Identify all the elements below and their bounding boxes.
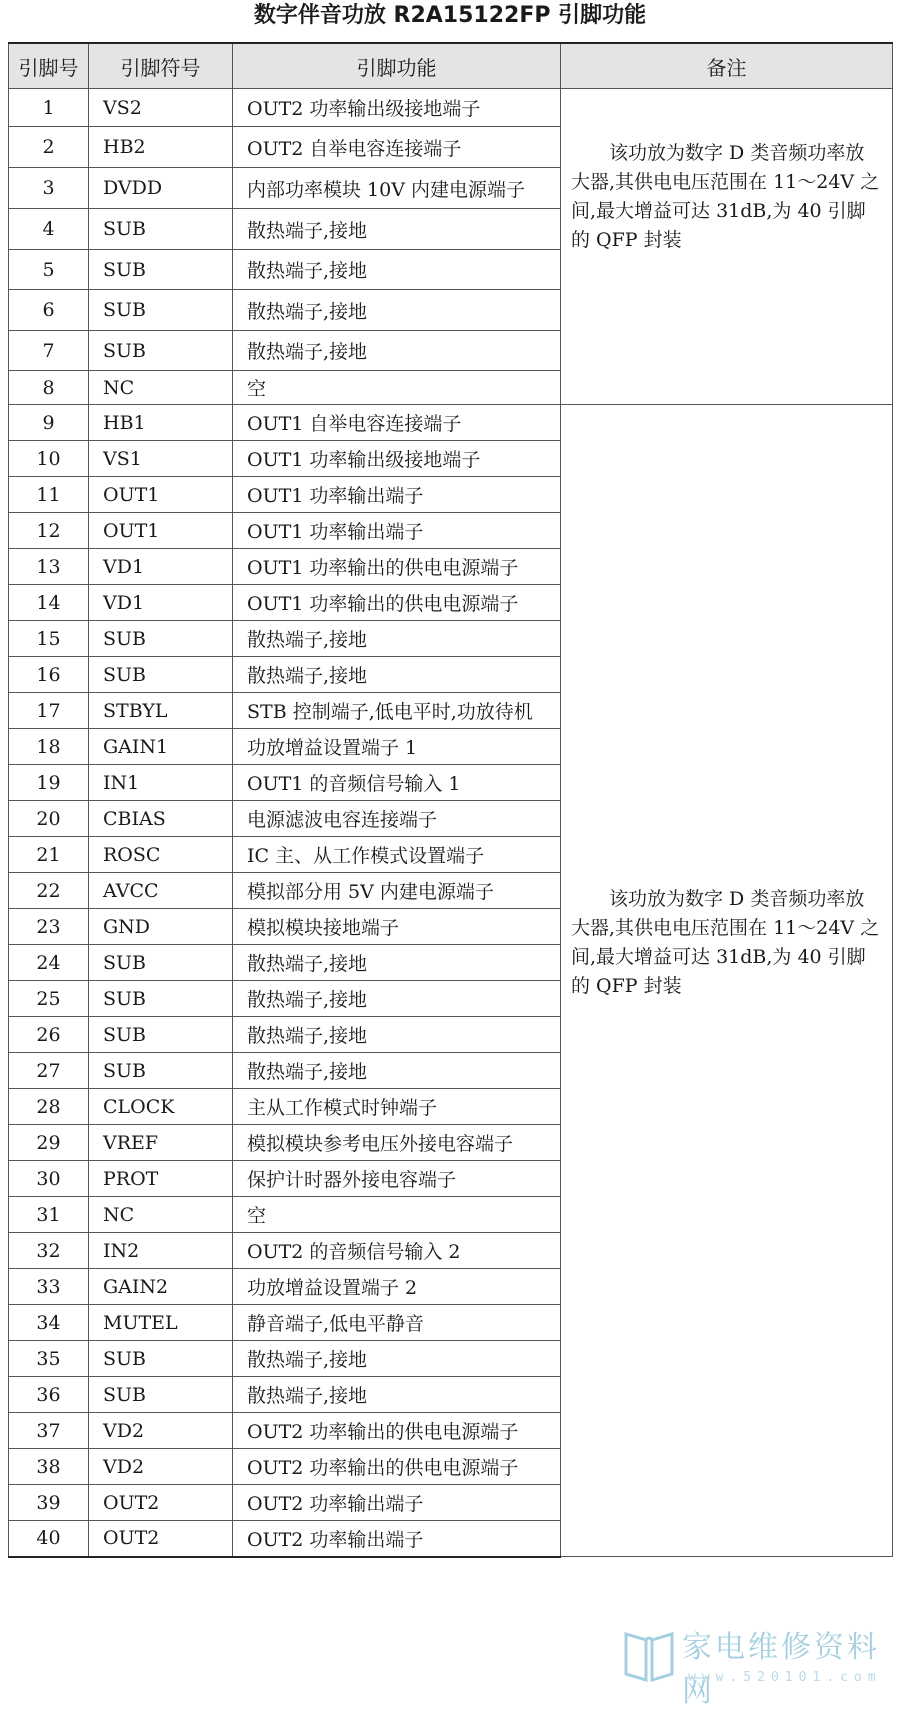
pin-number-cell: 28 — [9, 1089, 89, 1125]
pin-symbol-cell: ROSC — [89, 837, 233, 873]
book-logo-icon — [622, 1624, 676, 1684]
pin-symbol-cell: IN1 — [89, 765, 233, 801]
pin-function-cell: 电源滤波电容连接端子 — [233, 801, 561, 837]
pin-number-cell: 8 — [9, 371, 89, 405]
pin-number-cell: 4 — [9, 209, 89, 250]
pin-function-cell: 保护计时器外接电容端子 — [233, 1161, 561, 1197]
table-header-row — [9, 43, 893, 89]
pin-function-cell: 散热端子,接地 — [233, 209, 561, 250]
pin-function-cell: OUT1 的音频信号输入 1 — [233, 765, 561, 801]
watermark-site-name: 家电维修资料网 — [682, 1630, 880, 1709]
pin-function-cell: STB 控制端子,低电平时,功放待机 — [233, 693, 561, 729]
pin-function-cell: 散热端子,接地 — [233, 1053, 561, 1089]
pin-function-cell: 散热端子,接地 — [233, 331, 561, 371]
pin-symbol-cell: AVCC — [89, 873, 233, 909]
note-text: 该功放为数字 D 类音频功率放大器,其供电电压范围在 11～24V 之间,最大增益可达 31dB,为 40 引脚的 QFP 封装 — [571, 888, 880, 997]
pin-number-cell: 24 — [9, 945, 89, 981]
pin-function-cell: OUT2 功率输出的供电电源端子 — [233, 1413, 561, 1449]
pin-number-cell: 3 — [9, 168, 89, 209]
pin-function-cell: 主从工作模式时钟端子 — [233, 1089, 561, 1125]
pin-symbol-cell: VD1 — [89, 549, 233, 585]
site-watermark — [622, 1618, 892, 1728]
pin-symbol-cell: VREF — [89, 1125, 233, 1161]
pin-number-cell: 40 — [9, 1521, 89, 1557]
pin-number-cell: 15 — [9, 621, 89, 657]
pin-symbol-cell: GAIN1 — [89, 729, 233, 765]
pin-function-table — [8, 42, 893, 1558]
pin-function-cell: OUT2 自举电容连接端子 — [233, 127, 561, 168]
pin-number-cell: 38 — [9, 1449, 89, 1485]
pin-symbol-cell: SUB — [89, 1017, 233, 1053]
pin-number-cell: 10 — [9, 441, 89, 477]
pin-number-cell: 16 — [9, 657, 89, 693]
pin-function-cell: OUT1 功率输出级接地端子 — [233, 441, 561, 477]
pin-function-cell: 模拟模块参考电压外接电容端子 — [233, 1125, 561, 1161]
pin-number-cell: 19 — [9, 765, 89, 801]
pin-number-cell: 31 — [9, 1197, 89, 1233]
note-cell-pins-9-40 — [561, 405, 893, 1557]
table-row — [9, 89, 893, 127]
pin-function-cell: 散热端子,接地 — [233, 1341, 561, 1377]
pin-symbol-cell: SUB — [89, 209, 233, 250]
pin-symbol-cell: SUB — [89, 1341, 233, 1377]
pin-symbol-cell: NC — [89, 1197, 233, 1233]
pin-function-cell: OUT1 功率输出的供电电源端子 — [233, 585, 561, 621]
pin-number-cell: 32 — [9, 1233, 89, 1269]
pin-function-cell: 散热端子,接地 — [233, 250, 561, 290]
pin-symbol-cell: VD2 — [89, 1413, 233, 1449]
pin-number-cell: 37 — [9, 1413, 89, 1449]
pin-symbol-cell: SUB — [89, 621, 233, 657]
pin-number-cell: 18 — [9, 729, 89, 765]
pin-function-cell: 空 — [233, 1197, 561, 1233]
header-pin-function: 引脚功能 — [233, 43, 561, 89]
pin-symbol-cell: OUT2 — [89, 1485, 233, 1521]
table-body — [9, 89, 893, 1557]
page-title: 数字伴音功放 R2A15122FP 引脚功能 — [253, 3, 647, 28]
pin-function-cell: OUT1 功率输出端子 — [233, 513, 561, 549]
pin-function-cell: 内部功率模块 10V 内建电源端子 — [233, 168, 561, 209]
header-pin-symbol: 引脚符号 — [89, 43, 233, 89]
pin-symbol-cell: SUB — [89, 1377, 233, 1413]
pin-number-cell: 21 — [9, 837, 89, 873]
pin-symbol-cell: SUB — [89, 1053, 233, 1089]
pin-symbol-cell: CBIAS — [89, 801, 233, 837]
note-cell-pins-1-8 — [561, 89, 893, 405]
pin-symbol-cell: MUTEL — [89, 1305, 233, 1341]
pin-number-cell: 25 — [9, 981, 89, 1017]
header-note: 备注 — [561, 43, 893, 89]
pin-number-cell: 2 — [9, 127, 89, 168]
pin-number-cell: 23 — [9, 909, 89, 945]
pin-symbol-cell: SUB — [89, 657, 233, 693]
pin-number-cell: 22 — [9, 873, 89, 909]
pin-function-cell: OUT2 功率输出端子 — [233, 1485, 561, 1521]
pin-symbol-cell: HB1 — [89, 405, 233, 441]
pin-number-cell: 33 — [9, 1269, 89, 1305]
pin-number-cell: 29 — [9, 1125, 89, 1161]
pin-symbol-cell: STBYL — [89, 693, 233, 729]
pin-number-cell: 12 — [9, 513, 89, 549]
pin-function-cell: 静音端子,低电平静音 — [233, 1305, 561, 1341]
pin-symbol-cell: OUT1 — [89, 477, 233, 513]
pin-number-cell: 30 — [9, 1161, 89, 1197]
pin-number-cell: 14 — [9, 585, 89, 621]
watermark-site-url: www.520101.com — [688, 1670, 882, 1685]
pin-number-cell: 11 — [9, 477, 89, 513]
pin-number-cell: 17 — [9, 693, 89, 729]
pin-symbol-cell: VS2 — [89, 89, 233, 127]
pin-function-cell: OUT1 自举电容连接端子 — [233, 405, 561, 441]
pin-symbol-cell: SUB — [89, 290, 233, 331]
pin-symbol-cell: SUB — [89, 331, 233, 371]
pin-number-cell: 26 — [9, 1017, 89, 1053]
pin-function-cell: 功放增益设置端子 2 — [233, 1269, 561, 1305]
pin-symbol-cell: SUB — [89, 981, 233, 1017]
pin-function-cell: IC 主、从工作模式设置端子 — [233, 837, 561, 873]
pin-function-cell: OUT2 的音频信号输入 2 — [233, 1233, 561, 1269]
pin-number-cell: 6 — [9, 290, 89, 331]
pin-function-cell: 散热端子,接地 — [233, 945, 561, 981]
pin-number-cell: 9 — [9, 405, 89, 441]
pin-function-cell: OUT2 功率输出级接地端子 — [233, 89, 561, 127]
pin-symbol-cell: GND — [89, 909, 233, 945]
pin-symbol-cell: IN2 — [89, 1233, 233, 1269]
pin-number-cell: 34 — [9, 1305, 89, 1341]
pin-function-cell: 散热端子,接地 — [233, 1377, 561, 1413]
pin-function-cell: OUT1 功率输出端子 — [233, 477, 561, 513]
pin-symbol-cell: HB2 — [89, 127, 233, 168]
pin-function-cell: 散热端子,接地 — [233, 1017, 561, 1053]
pin-symbol-cell: DVDD — [89, 168, 233, 209]
note-text: 该功放为数字 D 类音频功率放大器,其供电电压范围在 11～24V 之间,最大增益可达 31dB,为 40 引脚的 QFP 封装 — [571, 142, 880, 251]
pin-symbol-cell: NC — [89, 371, 233, 405]
pin-symbol-cell: PROT — [89, 1161, 233, 1197]
pin-symbol-cell: VD1 — [89, 585, 233, 621]
pin-number-cell: 35 — [9, 1341, 89, 1377]
table-row — [9, 405, 893, 441]
header-pin-number: 引脚号 — [9, 43, 89, 89]
pin-symbol-cell: OUT1 — [89, 513, 233, 549]
pin-number-cell: 7 — [9, 331, 89, 371]
pin-number-cell: 20 — [9, 801, 89, 837]
pin-number-cell: 1 — [9, 89, 89, 127]
pin-number-cell: 27 — [9, 1053, 89, 1089]
pin-number-cell: 39 — [9, 1485, 89, 1521]
pin-function-cell: OUT2 功率输出端子 — [233, 1521, 561, 1557]
pin-function-cell: 模拟部分用 5V 内建电源端子 — [233, 873, 561, 909]
pin-function-cell: OUT2 功率输出的供电电源端子 — [233, 1449, 561, 1485]
pin-function-cell: 空 — [233, 371, 561, 405]
pin-symbol-cell: GAIN2 — [89, 1269, 233, 1305]
pin-function-cell: 功放增益设置端子 1 — [233, 729, 561, 765]
pin-number-cell: 5 — [9, 250, 89, 290]
pin-number-cell: 13 — [9, 549, 89, 585]
pin-function-cell: 散热端子,接地 — [233, 657, 561, 693]
pin-number-cell: 36 — [9, 1377, 89, 1413]
pin-symbol-cell: VD2 — [89, 1449, 233, 1485]
pin-symbol-cell: OUT2 — [89, 1521, 233, 1557]
pin-function-cell: 散热端子,接地 — [233, 981, 561, 1017]
pin-function-cell: OUT1 功率输出的供电电源端子 — [233, 549, 561, 585]
pin-symbol-cell: SUB — [89, 945, 233, 981]
pin-symbol-cell: CLOCK — [89, 1089, 233, 1125]
pin-function-cell: 模拟模块接地端子 — [233, 909, 561, 945]
pin-symbol-cell: VS1 — [89, 441, 233, 477]
pin-function-cell: 散热端子,接地 — [233, 621, 561, 657]
pin-symbol-cell: SUB — [89, 250, 233, 290]
pin-function-cell: 散热端子,接地 — [233, 290, 561, 331]
